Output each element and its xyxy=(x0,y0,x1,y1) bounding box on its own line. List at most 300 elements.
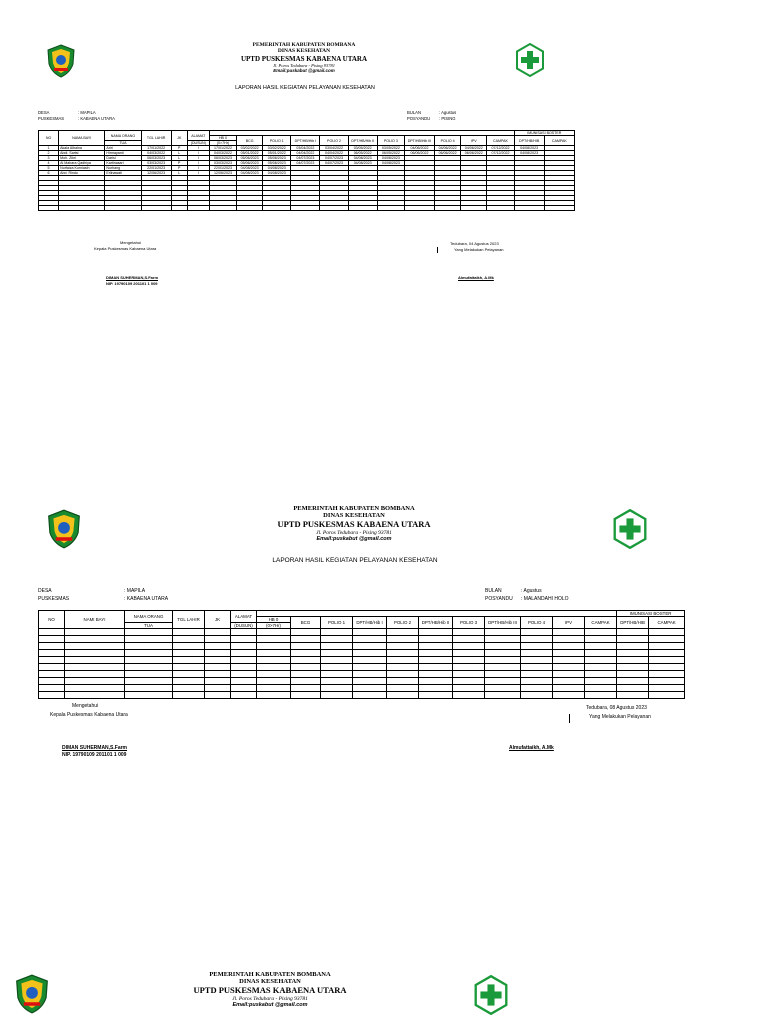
cell-empty xyxy=(387,685,419,692)
cell-empty xyxy=(544,206,574,211)
cell-empty xyxy=(321,692,353,699)
cell-empty xyxy=(205,678,231,685)
header-no: NO xyxy=(39,131,59,146)
header-jk: JK xyxy=(171,131,187,146)
cell-empty xyxy=(521,678,553,685)
cell-empty xyxy=(649,692,685,699)
cell-empty xyxy=(521,650,553,657)
signature-right-date: Tedubara, 04 Agustus 2023 xyxy=(450,241,499,246)
cell-polio4: 06/06/2022 xyxy=(435,151,461,156)
cell-empty xyxy=(553,692,585,699)
cell-bcg: 04/08/2023 xyxy=(237,171,263,176)
cell-hb0: 22/01/2023 xyxy=(209,166,236,171)
cell-empty xyxy=(231,671,257,678)
table-row-empty xyxy=(39,678,685,685)
cell-empty xyxy=(125,657,173,664)
header-polio3: POLIO 3 xyxy=(453,617,485,629)
desa-value: : MAPILA xyxy=(78,110,96,115)
cell-empty xyxy=(485,636,521,643)
cell-empty xyxy=(65,650,125,657)
cell-empty xyxy=(485,692,521,699)
cell-empty xyxy=(59,206,105,211)
header-polio1: POLIO 1 xyxy=(263,136,291,146)
letterhead xyxy=(214,42,394,73)
cell-empty xyxy=(485,650,521,657)
cell-empty xyxy=(263,206,291,211)
health-cross-logo xyxy=(515,43,545,77)
cell-jk: P xyxy=(171,146,187,151)
cell-empty xyxy=(649,664,685,671)
cell-empty xyxy=(553,636,585,643)
cell-empty xyxy=(205,657,231,664)
puskesmas-label: PUSKESMAS xyxy=(38,116,65,121)
cell-empty xyxy=(237,206,263,211)
cell-ortu: Ariri xyxy=(105,146,141,151)
cell-alamat: I xyxy=(187,161,209,166)
puskesmas-label: PUSKESMAS xyxy=(38,596,70,602)
letterhead-address: Jl. Poros Tedubara - Pising 93781 xyxy=(232,995,308,1002)
cell-dpt1: 04/07/2023 xyxy=(291,156,320,161)
cell-empty xyxy=(649,643,685,650)
header-ipv: IPV xyxy=(553,617,585,629)
table-row-empty xyxy=(39,657,685,664)
report-page-3 xyxy=(0,962,768,1024)
cell-nama: Abdi. Sartsi xyxy=(59,151,105,156)
cell-empty xyxy=(125,629,173,636)
cell-empty xyxy=(39,629,65,636)
cell-empty xyxy=(387,657,419,664)
cell-empty xyxy=(205,664,231,671)
cell-empty xyxy=(649,685,685,692)
report-page-1 xyxy=(0,0,768,330)
signature-right-name: Almufattaikh, A.Mk xyxy=(509,745,554,751)
cell-empty xyxy=(617,636,649,643)
header-dpt3: DPT/HB/Hib III xyxy=(485,617,521,629)
cell-empty xyxy=(205,692,231,699)
cell-empty xyxy=(453,657,485,664)
header-nama-bayi: NAMA BAYI xyxy=(59,131,105,146)
cell-empty xyxy=(65,643,125,650)
signature-left xyxy=(50,702,128,720)
cell-empty xyxy=(231,692,257,699)
cell-empty xyxy=(419,664,453,671)
cell-empty xyxy=(353,692,387,699)
header-polio2: POLIO 2 xyxy=(320,136,348,146)
posyandu-value: : MALANDAHI HOLO xyxy=(521,596,569,602)
cell-empty xyxy=(65,692,125,699)
cell-dpt1: 04/04/2022 xyxy=(291,151,320,156)
header-nama-orang-tua-b: TUA xyxy=(125,623,173,629)
letterhead-email: Email:puskabut @gmail.com xyxy=(232,1002,308,1009)
cell-empty xyxy=(125,685,173,692)
cell-dpt3: 06/06/2022 xyxy=(404,151,434,156)
cell-empty xyxy=(585,692,617,699)
cell-empty xyxy=(585,685,617,692)
cell-hb0: 04/03/2022 xyxy=(209,151,236,156)
header-bcg: BCG xyxy=(237,136,263,146)
cell-empty xyxy=(453,692,485,699)
signature-right-title: Yang Melakukan Pelayanan xyxy=(454,247,504,252)
header-booster-campak: CAMPAK xyxy=(544,136,574,146)
cell-empty xyxy=(387,664,419,671)
header-hb0-b: (0>7Hr) xyxy=(209,141,236,146)
cell-empty xyxy=(173,629,205,636)
cell-empty xyxy=(348,206,377,211)
cell-empty xyxy=(257,664,291,671)
cell-ipv: 06/06/2022 xyxy=(461,151,487,156)
cell-empty xyxy=(205,636,231,643)
cell-empty xyxy=(617,643,649,650)
cell-polio2: 04/07/2023 xyxy=(320,161,348,166)
signature-left-label: Mengetahui xyxy=(120,240,141,245)
cell-empty xyxy=(585,629,617,636)
cell-empty xyxy=(585,643,617,650)
cell-ipv: 04/06/2022 xyxy=(461,146,487,151)
cell-empty xyxy=(387,636,419,643)
header-dpt1: DPT/HB/Hib I xyxy=(291,136,320,146)
cell-empty xyxy=(453,650,485,657)
cell-empty xyxy=(514,206,544,211)
cell-empty xyxy=(291,671,321,678)
cell-empty xyxy=(257,671,291,678)
cell-empty xyxy=(257,643,291,650)
cell-ortu: Erlinawati xyxy=(105,171,141,176)
cell-empty xyxy=(617,664,649,671)
cell-empty xyxy=(321,685,353,692)
cell-empty xyxy=(171,206,187,211)
cell-empty xyxy=(353,657,387,664)
cell-polio2: 04/04/2022 xyxy=(320,151,348,156)
cell-empty xyxy=(485,643,521,650)
cell-empty xyxy=(205,671,231,678)
bulan-value: : Agustus xyxy=(439,110,457,115)
cell-polio2: 04/07/2023 xyxy=(320,156,348,161)
cell-empty xyxy=(553,671,585,678)
cell-empty xyxy=(353,685,387,692)
cell-empty xyxy=(321,636,353,643)
cell-ortu: Hirmayanti xyxy=(105,151,141,156)
letterhead-institution: UPTD PUSKESMAS KABAENA UTARA xyxy=(193,984,347,995)
bombana-regency-logo xyxy=(46,509,82,549)
header-booster-group: IMUNISASI BOSTER xyxy=(617,611,685,617)
header-booster-campak: CAMPAK xyxy=(649,617,685,629)
signature-left-nip: NIP. 19790109 201101 1 009 xyxy=(62,752,127,758)
cell-jk: P xyxy=(171,161,187,166)
table-row-empty xyxy=(39,636,685,643)
header-tgl-lahir: TGL LAHIR xyxy=(141,131,171,146)
cell-empty xyxy=(419,678,453,685)
signature-right xyxy=(450,241,504,253)
cell-empty xyxy=(173,692,205,699)
cell-empty xyxy=(321,671,353,678)
cell-empty xyxy=(617,629,649,636)
letterhead xyxy=(160,971,380,1008)
cell-hb0: 03/03/2023 xyxy=(209,161,236,166)
cell-empty xyxy=(521,685,553,692)
cell-empty xyxy=(257,678,291,685)
cell-ortu: Kartinasari xyxy=(105,161,141,166)
cell-empty xyxy=(291,643,321,650)
cell-empty xyxy=(39,636,65,643)
cell-empty xyxy=(453,678,485,685)
cell-empty xyxy=(205,685,231,692)
cell-empty xyxy=(387,678,419,685)
cell-empty xyxy=(231,685,257,692)
cell-empty xyxy=(487,206,514,211)
immunization-table-1 xyxy=(38,130,575,211)
header-nama-orang-tua-b: TUA xyxy=(105,141,141,146)
cell-empty xyxy=(419,636,453,643)
cell-empty xyxy=(461,206,487,211)
bulan-label: BULAN xyxy=(407,110,421,115)
cell-empty xyxy=(353,671,387,678)
cell-empty xyxy=(231,629,257,636)
cell-nama: Moh. Zikri xyxy=(59,156,105,161)
cell-empty xyxy=(649,629,685,636)
cell-polio1: 04/08/2023 xyxy=(263,166,291,171)
cell-empty xyxy=(435,206,461,211)
cell-empty xyxy=(585,678,617,685)
cell-empty xyxy=(387,671,419,678)
cell-b_dpt: 04/08/2023 xyxy=(514,151,544,156)
cell-nama: Akala Albalna xyxy=(59,146,105,151)
cell-empty xyxy=(257,636,291,643)
cell-bcg: 05/06/2023 xyxy=(237,161,263,166)
header-polio4: POLIO 4 xyxy=(435,136,461,146)
header-jk: JK xyxy=(205,611,231,629)
cell-empty xyxy=(485,629,521,636)
cell-empty xyxy=(291,664,321,671)
cell-empty xyxy=(553,657,585,664)
cell-empty xyxy=(387,643,419,650)
cell-empty xyxy=(377,206,404,211)
cell-empty xyxy=(39,206,59,211)
letterhead-institution: UPTD PUSKESMAS KABAENA UTARA xyxy=(240,54,368,63)
cell-empty xyxy=(257,629,291,636)
cell-empty xyxy=(521,643,553,650)
signature-left-title: Kepala Puskesmas Kabaena Utara xyxy=(94,246,157,251)
table-row-empty xyxy=(39,206,575,211)
signature-right xyxy=(586,704,651,722)
cell-polio4: 04/06/2022 xyxy=(435,146,461,151)
letterhead-address: Jl. Poros Tedubara - Pising 93781 xyxy=(273,62,335,68)
health-cross-logo xyxy=(473,975,509,1015)
cell-empty xyxy=(553,629,585,636)
cell-empty xyxy=(65,664,125,671)
desa-label: DESA xyxy=(38,588,52,594)
cell-empty xyxy=(453,629,485,636)
cursor-mark xyxy=(437,247,438,253)
cell-b_dpt: 04/08/2023 xyxy=(514,146,544,151)
cell-jk: L xyxy=(171,156,187,161)
table-row-empty xyxy=(39,629,685,636)
cell-empty xyxy=(353,650,387,657)
cell-no: 5 xyxy=(39,166,59,171)
table-row-empty xyxy=(39,692,685,699)
desa-value: : MAPILA xyxy=(124,588,146,594)
cell-empty xyxy=(291,636,321,643)
cell-empty xyxy=(65,636,125,643)
signature-right-date: Tedubara, 08 Agustus 2023 xyxy=(586,705,647,711)
cell-empty xyxy=(39,671,65,678)
cell-empty xyxy=(553,678,585,685)
signature-left-name-text: DIMAN SUHERMAN,S.Farm xyxy=(106,275,159,280)
letterhead-email: Email:puskabut @gmail.com xyxy=(273,67,335,73)
cell-bcg: 05/01/2022 xyxy=(237,151,263,156)
header-dpt2: DPT/HB/Hib II xyxy=(419,617,453,629)
puskesmas-value: : KABAENA UTARA xyxy=(78,116,115,121)
header-alamat-a: ALAMAT xyxy=(187,131,209,141)
cell-empty xyxy=(173,685,205,692)
header-booster-group: IMUNISASI BOSTER xyxy=(514,131,574,136)
cell-dpt2: 03/05/2022 xyxy=(348,146,377,151)
cell-empty xyxy=(39,650,65,657)
cell-empty xyxy=(419,629,453,636)
cell-empty xyxy=(419,685,453,692)
cell-empty xyxy=(521,692,553,699)
cell-polio3: 04/08/2023 xyxy=(377,161,404,166)
cell-empty xyxy=(173,636,205,643)
cell-dpt2: 04/08/2023 xyxy=(348,156,377,161)
cell-empty xyxy=(387,629,419,636)
cell-empty xyxy=(173,650,205,657)
cell-empty xyxy=(125,643,173,650)
cell-empty xyxy=(125,650,173,657)
cell-empty xyxy=(521,664,553,671)
table-row-empty xyxy=(39,650,685,657)
cell-no: 2 xyxy=(39,151,59,156)
cell-empty xyxy=(485,685,521,692)
desa-label: DESA xyxy=(38,110,50,115)
cell-polio1: 05/01/2022 xyxy=(263,151,291,156)
cell-empty xyxy=(553,664,585,671)
letterhead-department: DINAS KESEHATAN xyxy=(239,978,301,986)
cell-empty xyxy=(205,629,231,636)
cell-empty xyxy=(39,692,65,699)
cell-empty xyxy=(649,636,685,643)
header-nama-bayi: NAMI BAYI xyxy=(65,611,125,629)
cell-empty xyxy=(485,664,521,671)
cell-empty xyxy=(291,206,320,211)
signature-left-label: Mengetahui xyxy=(72,703,99,709)
cell-empty xyxy=(321,650,353,657)
header-nama-orang-tua-a: NAMA ORANG xyxy=(105,131,141,141)
cell-polio2: 03/04/2022 xyxy=(320,146,348,151)
cell-jk: P xyxy=(171,166,187,171)
header-ipv: IPV xyxy=(461,136,487,146)
cell-empty xyxy=(649,650,685,657)
header-tgl-lahir: TGL LAHIR xyxy=(173,611,205,629)
immunization-table-2 xyxy=(38,610,685,699)
cell-empty xyxy=(231,664,257,671)
cell-empty xyxy=(585,657,617,664)
letterhead-institution: UPTD PUSKESMAS KABAENA UTARA xyxy=(277,518,431,529)
cell-empty xyxy=(585,671,617,678)
cell-empty xyxy=(125,671,173,678)
cell-empty xyxy=(231,657,257,664)
cell-empty xyxy=(231,643,257,650)
letterhead-government: PEMERINTAH KABUPATEN BOMBANA xyxy=(209,971,331,978)
cell-empty xyxy=(419,650,453,657)
cell-jk: L xyxy=(171,171,187,176)
header-dpt3: DPT/HB/Hib III xyxy=(404,136,434,146)
signature-left xyxy=(94,240,157,252)
cell-empty xyxy=(353,678,387,685)
posyandu-label: POSYANDU xyxy=(407,116,431,121)
cell-empty xyxy=(585,664,617,671)
cell-empty xyxy=(453,671,485,678)
cell-nama: Nurfaiza Kurniasih xyxy=(59,166,105,171)
report-page-2 xyxy=(0,495,768,795)
signature-left-title: Kepala Puskesmas Kabaena Utara xyxy=(50,712,128,718)
cell-empty xyxy=(387,692,419,699)
cell-empty xyxy=(231,650,257,657)
cell-dpt2: 04/08/2023 xyxy=(348,161,377,166)
cell-empty xyxy=(291,692,321,699)
health-cross-logo xyxy=(612,509,648,549)
cell-empty xyxy=(125,664,173,671)
cell-empty xyxy=(141,206,171,211)
cell-empty xyxy=(65,685,125,692)
letterhead-department: DINAS KESEHATAN xyxy=(323,512,385,520)
cell-tgl: 03/03/2023 xyxy=(141,161,171,166)
header-hb0-a: HB 0 xyxy=(209,136,236,141)
cell-empty xyxy=(353,636,387,643)
cell-alamat: I xyxy=(187,146,209,151)
cell-empty xyxy=(320,206,348,211)
cell-jk: L xyxy=(171,151,187,156)
signature-left-name xyxy=(62,745,127,759)
cell-empty xyxy=(585,650,617,657)
cell-empty xyxy=(291,629,321,636)
cell-empty xyxy=(353,664,387,671)
cell-alamat: I xyxy=(187,156,209,161)
signature-right-title: Yang Melakukan Pelayanan xyxy=(589,714,651,720)
signature-left-nip: NIP. 19790109 201101 1 009 xyxy=(106,280,158,286)
cell-empty xyxy=(291,657,321,664)
table-row xyxy=(39,151,575,156)
cell-empty xyxy=(39,685,65,692)
cell-empty xyxy=(209,206,236,211)
cell-empty xyxy=(321,664,353,671)
table-row-empty xyxy=(39,685,685,692)
header-campak: CAMPAK xyxy=(585,617,617,629)
header-alamat-b: (DUSUN) xyxy=(231,623,257,629)
letterhead-government: PEMERINTAH KABUPATEN BOMBANA xyxy=(252,42,356,48)
letterhead-government: PEMERINTAH KABUPATEN BOMBANA xyxy=(293,505,415,512)
header-booster-dpt: DPT/HB/HIB xyxy=(617,617,649,629)
cell-polio1: 05/06/2023 xyxy=(263,156,291,161)
cell-empty xyxy=(404,206,434,211)
cell-empty xyxy=(419,643,453,650)
cell-empty xyxy=(485,671,521,678)
cell-empty xyxy=(257,657,291,664)
cell-empty xyxy=(231,678,257,685)
cell-alamat: I xyxy=(187,151,209,156)
cell-empty xyxy=(521,629,553,636)
cell-empty xyxy=(257,685,291,692)
cell-bcg: 04/08/2023 xyxy=(237,166,263,171)
cell-empty xyxy=(65,678,125,685)
cell-polio3: 04/08/2023 xyxy=(377,156,404,161)
cell-dpt1: 03/04/2022 xyxy=(291,146,320,151)
header-polio4: POLIO 4 xyxy=(521,617,553,629)
cell-alamat: I xyxy=(187,171,209,176)
cell-empty xyxy=(617,650,649,657)
cell-ortu: Darisi xyxy=(105,156,141,161)
cell-nama: Al Mahara Qadhiya xyxy=(59,161,105,166)
bombana-regency-logo xyxy=(46,44,76,78)
